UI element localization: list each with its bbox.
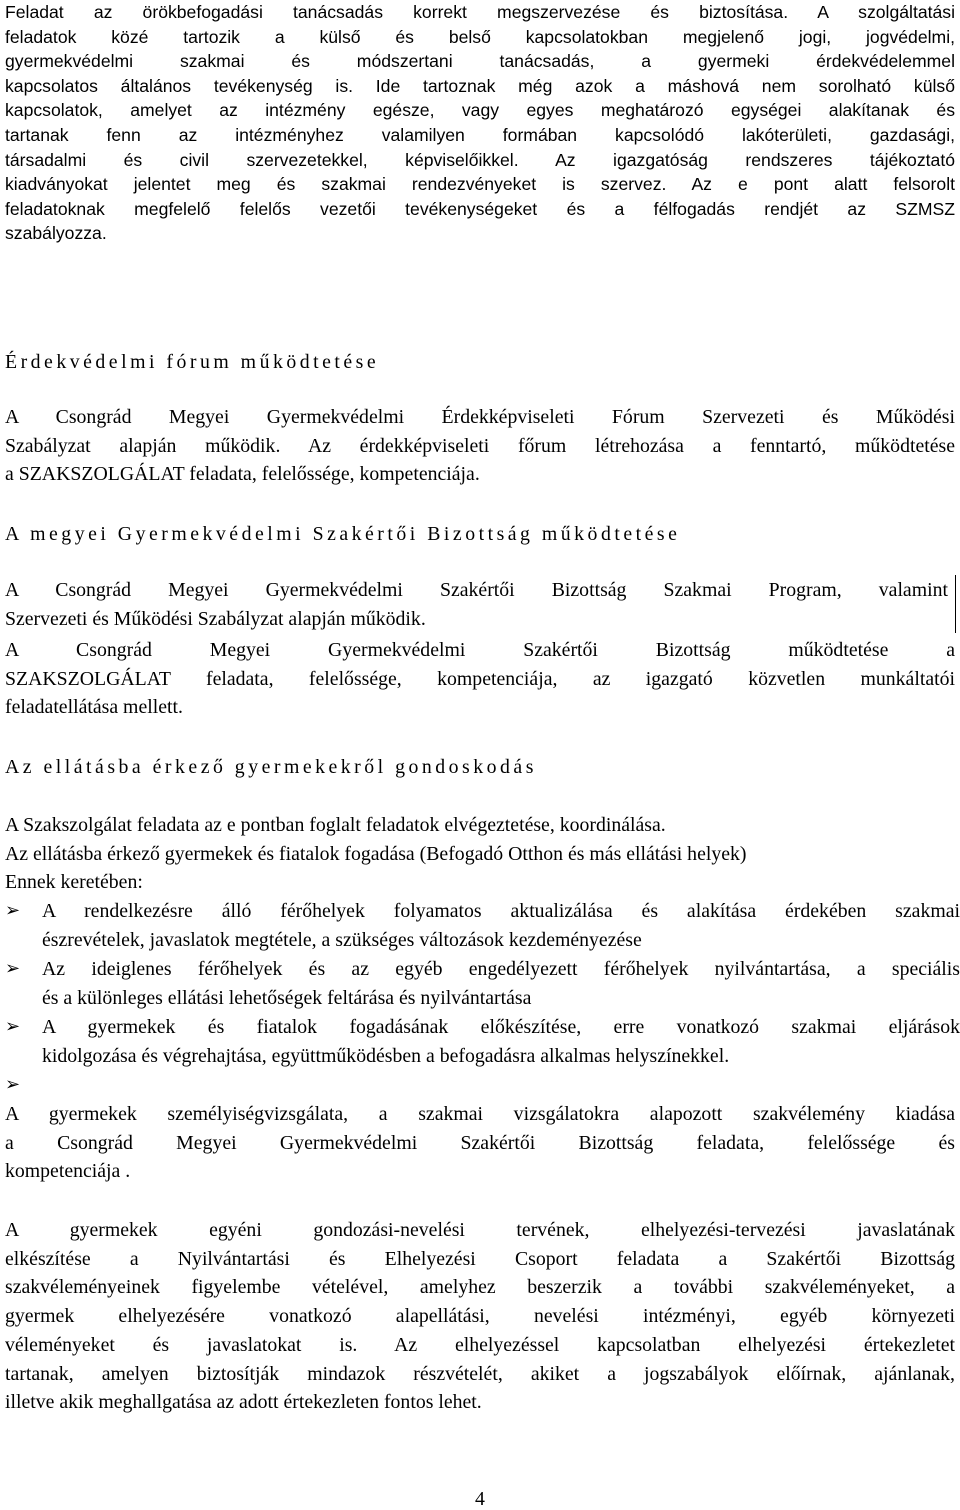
paragraph-line: szakvéleményeinek figyelembe vételével, amelyhez beszerzik a további szakvéleményeket, a [5, 1276, 955, 1299]
paragraph-line: feladatellátása mellett. [5, 696, 183, 719]
list-item [5, 1071, 955, 1100]
paragraph-line: SZAKSZOLGÁLAT feladata, felelőssége, kompetenciája, az igazgató közvetlen munkáltatói [5, 667, 955, 690]
list-item [5, 1013, 960, 1071]
section-heading: A megyei Gyermekvédelmi Szakértői Bizottság működtetése [5, 523, 681, 545]
section2-paragraph-1 [5, 576, 948, 633]
section3-paragraph-b [5, 1216, 955, 1417]
intro-line: kapcsolatok, amelyet az intézmény egésze, vagy egyes meghatározó egységei alakítanak és [5, 100, 955, 121]
section2-paragraph-2 [5, 636, 955, 722]
section3-paragraph-a [5, 1100, 955, 1186]
intro-paragraph [5, 0, 955, 246]
paragraph-line: a Csongrád Megyei Gyermekvédelmi Szakértői Bizottság feladata, felelőssége és [5, 1131, 955, 1154]
list-item-line: A gyermekek és fiatalok fogadásának előkészítése, erre vonatkozó szakmai eljárások [42, 1016, 960, 1038]
section1-paragraph [5, 403, 955, 489]
intro-line: gyermekvédelmi szakmai és módszertani tanácsadás, a gyermeki érdekvédelemmel [5, 51, 955, 72]
intro-line: feladatok közé tartozik a külső és belső kapcsolatokban megjelenő jogi, jogvédelmi, [5, 26, 955, 47]
section-heading: Érdekvédelmi fórum működtetése [5, 351, 380, 373]
paragraph-line: A Szakszolgálat feladata az e pontban foglalt feladatok elvégeztetése, koordinálása. [5, 814, 666, 836]
paragraph-line: Ennek keretében: [5, 871, 143, 894]
intro-line: kapcsolatos általános tevékenység is. Ide tartoznak még azok a máshová nem sorolható külső [5, 75, 955, 96]
list-item-line: észrevételek, javaslatok megtétele, a szükséges változások kezdeményezése [42, 928, 642, 951]
paragraph-line: kompetenciája . [5, 1160, 131, 1183]
paragraph-line: A Csongrád Megyei Gyermekvédelmi Érdekképviseleti Fórum Szervezeti és Működési [5, 406, 955, 428]
paragraph-line: Az ellátásba érkező gyermekek és fiatalok fogadása (Befogadó Otthon és más ellátási helyek) [5, 842, 747, 865]
paragraph-line: Szervezeti és Működési Szabályzat alapján működik. [5, 607, 426, 630]
page-number: 4 [475, 1488, 485, 1510]
paragraph-line: Szabályzat alapján működik. Az érdekképviseleti főrum létrehozása a fenntartó, működtetése [5, 434, 955, 457]
paragraph-line: gyermek elhelyezésére vonatkozó alapellátási, nevelési intézményi, egyéb környezeti [5, 1305, 955, 1328]
paragraph-line: illetve akik meghallgatása az adott értekezleten fontos lehet. [5, 1391, 482, 1414]
paragraph-line: elkészítése a Nyilvántartási és Elhelyezési Csoport feladata a Szakértői Bizottság [5, 1247, 955, 1270]
list-item-line: Az ideiglenes férőhelyek és az egyéb engedélyezett férőhelyek nyilvántartása, a speciális [42, 958, 960, 980]
list-item-line: és a különleges ellátási lehetőségek feltárása és nyilvántartása [42, 986, 532, 1009]
intro-line: szabályozza. [5, 223, 107, 244]
paragraph-line: A Csongrád Megyei Gyermekvédelmi Szakértői Bizottság Szakmai Program, valamint [5, 579, 948, 601]
section3-intro [5, 811, 955, 897]
list-item [5, 955, 960, 1013]
paragraph-line: a SZAKSZOLGÁLAT feladata, felelőssége, kompetenciája. [5, 463, 480, 486]
revision-change-bar [955, 575, 956, 633]
arrowhead-bullet-icon: ➢ [5, 958, 21, 979]
paragraph-line: A gyermekek személyiségvizsgálata, a szakmai vizsgálatokra alapozott szakvélemény kiadása [5, 1103, 955, 1125]
arrowhead-bullet-icon: ➢ [5, 1016, 21, 1037]
paragraph-line: tartanak, amelyen biztosítják mindazok részvételét, akiket a jogszabályok előírnak, ajánlanak, [5, 1362, 955, 1385]
list-item-line: kidolgozása és végrehajtása, együttműködésben a befogadásra alkalmas helyszínekkel. [42, 1044, 730, 1067]
intro-line: feladatoknak megfelelő felelős vezetői tevékenységeket és a félfogadás rendjét az SZMSZ [5, 198, 955, 219]
section-heading: Az ellátásba érkező gyermekekről gondoskodás [5, 756, 537, 778]
arrowhead-bullet-icon: ➢ [5, 1074, 21, 1095]
paragraph-line: A gyermekek egyéni gondozási-nevelési tervének, elhelyezési-tervezési javaslatának [5, 1219, 955, 1241]
intro-line: társadalmi és civil szervezetekkel, képviselőikkel. Az igazgatóság rendszeres tájékoztató [5, 149, 955, 170]
intro-line: kiadványokat jelentet meg és szakmai rendezvényeket is szervez. Az e pont alatt felsorolt [5, 174, 955, 195]
list-item [5, 897, 960, 955]
list-item-line: A rendelkezésre álló férőhelyek folyamatos aktualizálása és alakítása érdekében szakmai [42, 900, 960, 922]
intro-line: Feladat az örökbefogadási tanácsadás korrekt megszervezése és biztosítása. A szolgáltatási [5, 2, 955, 22]
paragraph-line: A Csongrád Megyei Gyermekvédelmi Szakértői Bizottság működtetése a [5, 639, 955, 661]
paragraph-line: véleményeket és javaslatokat is. Az elhelyezéssel kapcsolatban elhelyezési értekezletet [5, 1333, 955, 1356]
intro-line: tartanak fenn az intézményhez valamilyen formában kapcsolódó lakóterületi, gazdasági, [5, 124, 955, 145]
arrowhead-bullet-icon: ➢ [5, 900, 21, 921]
